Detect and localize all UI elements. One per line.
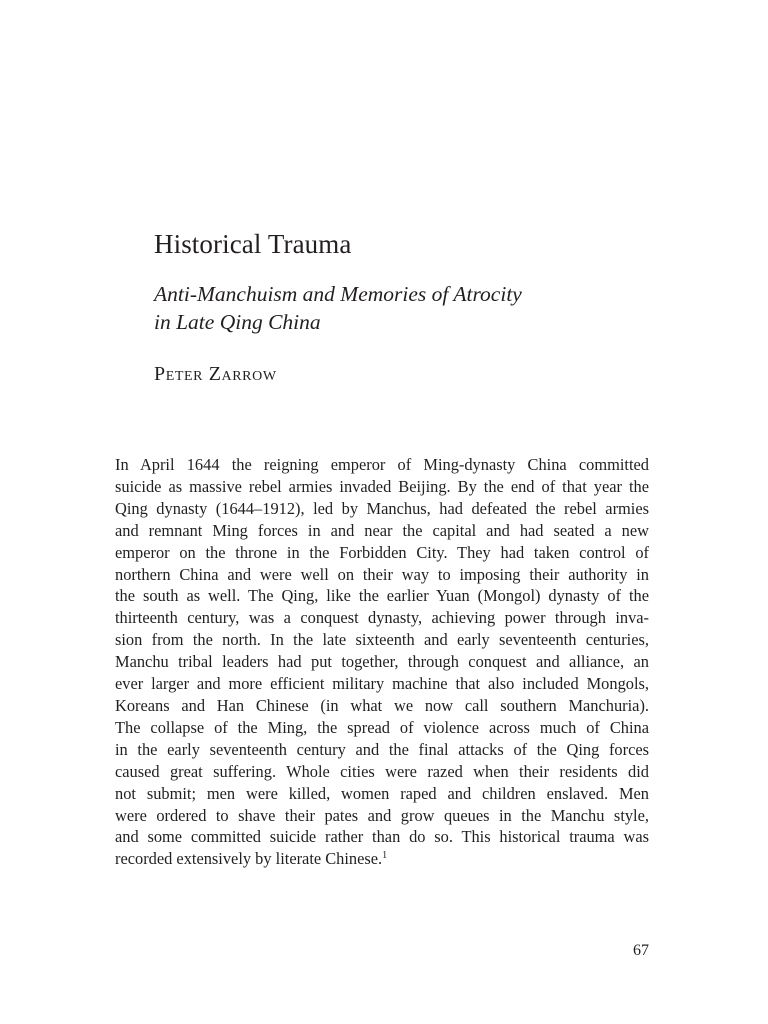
body-line-text: recorded extensively by literate Chinese. — [115, 849, 383, 869]
body-line: Manchu tribal leaders had put together, through conquest and alliance, an — [115, 652, 649, 672]
body-line: caused great suffering. Whole cities were razed when their residents did — [115, 761, 649, 781]
chapter-title: Historical Trauma — [154, 229, 352, 259]
body-line: Koreans and Han Chinese (in what we now call southern Manchuria). — [115, 695, 649, 715]
body-line-last — [115, 848, 649, 870]
body-line: emperor on the throne in the Forbidden City. They had taken control of — [115, 542, 649, 562]
body-line: Qing dynasty (1644–1912), led by Manchus, had defeated the rebel armies — [115, 498, 649, 518]
body-line: and remnant Ming forces in and near the capital and had seated a new — [115, 520, 649, 540]
chapter-subtitle-line-2: in Late Qing China — [154, 310, 321, 334]
chapter-author: Peter Zarrow — [154, 363, 277, 385]
chapter-heading — [154, 226, 674, 387]
body-line: were ordered to shave their pates and grow queues in the Manchu style, — [115, 805, 649, 825]
footnote-marker[interactable]: 1 — [382, 850, 388, 862]
chapter-subtitle — [154, 280, 674, 336]
body-line: thirteenth century, was a conquest dynasty, achieving power through inva- — [115, 608, 649, 628]
body-line: sion from the north. In the late sixteenth and early seventeenth centuries, — [115, 630, 649, 650]
body-line: The collapse of the Ming, the spread of violence across much of China — [115, 717, 649, 737]
body-line: ever larger and more efficient military machine that also included Mongols, — [115, 674, 649, 694]
page-number: 67 — [633, 942, 649, 959]
body-paragraph — [115, 454, 649, 870]
body-line: and some committed suicide rather than do so. This historical trauma was — [115, 827, 649, 847]
body-line: northern China and were well on their way to imposing their authority in — [115, 564, 649, 584]
body-line: in the early seventeenth century and the final attacks of the Qing forces — [115, 739, 649, 759]
body-line: not submit; men were killed, women raped and children enslaved. Men — [115, 783, 649, 803]
chapter-subtitle-line-1: Anti-Manchuism and Memories of Atrocity — [154, 282, 522, 306]
body-line: suicide as massive rebel armies invaded Beijing. By the end of that year the — [115, 476, 649, 496]
body-line: the south as well. The Qing, like the earlier Yuan (Mongol) dynasty of the — [115, 586, 649, 606]
body-line: In April 1644 the reigning emperor of Ming-dynasty China committed — [115, 455, 649, 474]
